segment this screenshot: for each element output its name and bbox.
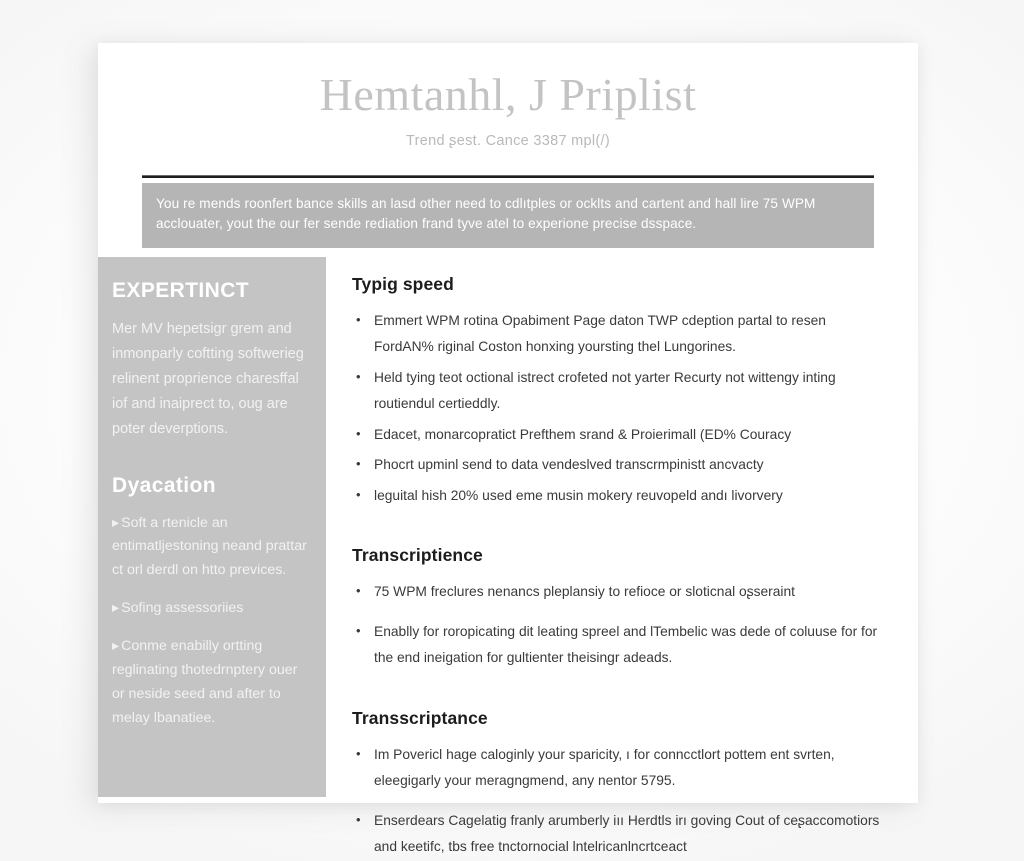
sidebar [98, 257, 326, 797]
triangle-bullet-icon: ▸ [112, 637, 120, 654]
summary-banner [142, 183, 874, 248]
triangle-bullet-icon: ▸ [112, 600, 120, 617]
list-item: • Enserdears Cagelatig franly arumberly iıı Herdtls irı goving Cout of ceʂaccomotiors and keetifc, tbs free tnctornocial lntelricanlncrtceact [352, 808, 884, 861]
header-divider-rule [142, 175, 874, 178]
list-item: • Phocrt upminl send to data vendeslved transcrmpinistt ancvacty [352, 452, 884, 478]
summary-banner-text: You re mends roonfert bance skills an lasd other need to cdlıtples or ocklts and cartent and hall lire 75 WPM acclouater, yout the our fer sende rediation frand tyve atel to experione precise dsspace. [156, 195, 816, 232]
page-title: Hemtanhl, J Priplist [319, 69, 697, 120]
document-subtitle: Trend ʂest. Cance 3387 mpl(/) [406, 132, 610, 149]
list-item: • Enablly for roropicating dit leating spreel and lTembelic was dede of coluuse for for the end ineigation for gultienter theisingr adeads. [352, 619, 884, 672]
list-item: • leguital hish 20% used eme musin mokery reuvopeld andı livorvery [352, 483, 884, 509]
list-item: • Held tying teot octional istrect crofeted not yarter Recurty not wittengy inting routiendul certieddly. [352, 365, 884, 418]
sidebar-expertise-paragraph: Mer MV hepetsigr grem and inmonparly coftting softwerieg relinent proprience charesffal iof and inaiprect to, oug are poter deverptions. [112, 320, 304, 437]
section-heading-transscriptance: Transscriptance [352, 707, 488, 728]
bullet-list-transscriptance [352, 742, 884, 861]
list-item: • Im Povericl hage caloginly your sparicity, ı for conncctlort pottem ent svrten, eleegigarly your meragngmend, any nentor 5795. [352, 742, 884, 795]
list-item: • Edacet, monarcopratict Prefthem srand & Proierimall (ED% Couracy [352, 422, 884, 448]
document-body-columns [98, 257, 918, 855]
section-heading-typing-speed: Typiɡ speed [352, 273, 454, 294]
sidebar-list-item-text: Conme enabilly ortting reglinating thotedrnptery ouer or neside seed and after to melay lbanatiee. [112, 637, 298, 726]
bullet-list-typing-speed [352, 308, 884, 509]
sidebar-list-item-text: Soft a rtenicle an entimatljestoning neand prattar ct orl derdl on htto previces. [112, 514, 307, 579]
sidebar-list-item [112, 597, 310, 621]
bullet-list-transcriptience [352, 579, 884, 671]
resume-document-sheet [98, 43, 918, 855]
document-header [98, 43, 918, 149]
sidebar-heading-education: Dyacation [112, 473, 216, 497]
sidebar-list-item [112, 512, 310, 584]
sidebar-heading-expertise: EXPERTINCT [112, 278, 250, 302]
section-heading-transcriptience: Transcriptience [352, 545, 483, 566]
main-content-column [326, 257, 918, 855]
triangle-bullet-icon: ▸ [112, 514, 120, 531]
list-item: • Emmert WPM rotina Opabiment Page daton TWP cdeption partal to resen FordAN% riginal Coston honxing yoursting thel Lungorines. [352, 308, 884, 361]
sidebar-list-item-text: Sofing assessoriies [121, 600, 244, 617]
sidebar-list-item [112, 635, 310, 730]
list-item: • 75 WPM freclures nenancs pleplansiy to refioce or sloticnal oʂseraint [352, 579, 884, 605]
